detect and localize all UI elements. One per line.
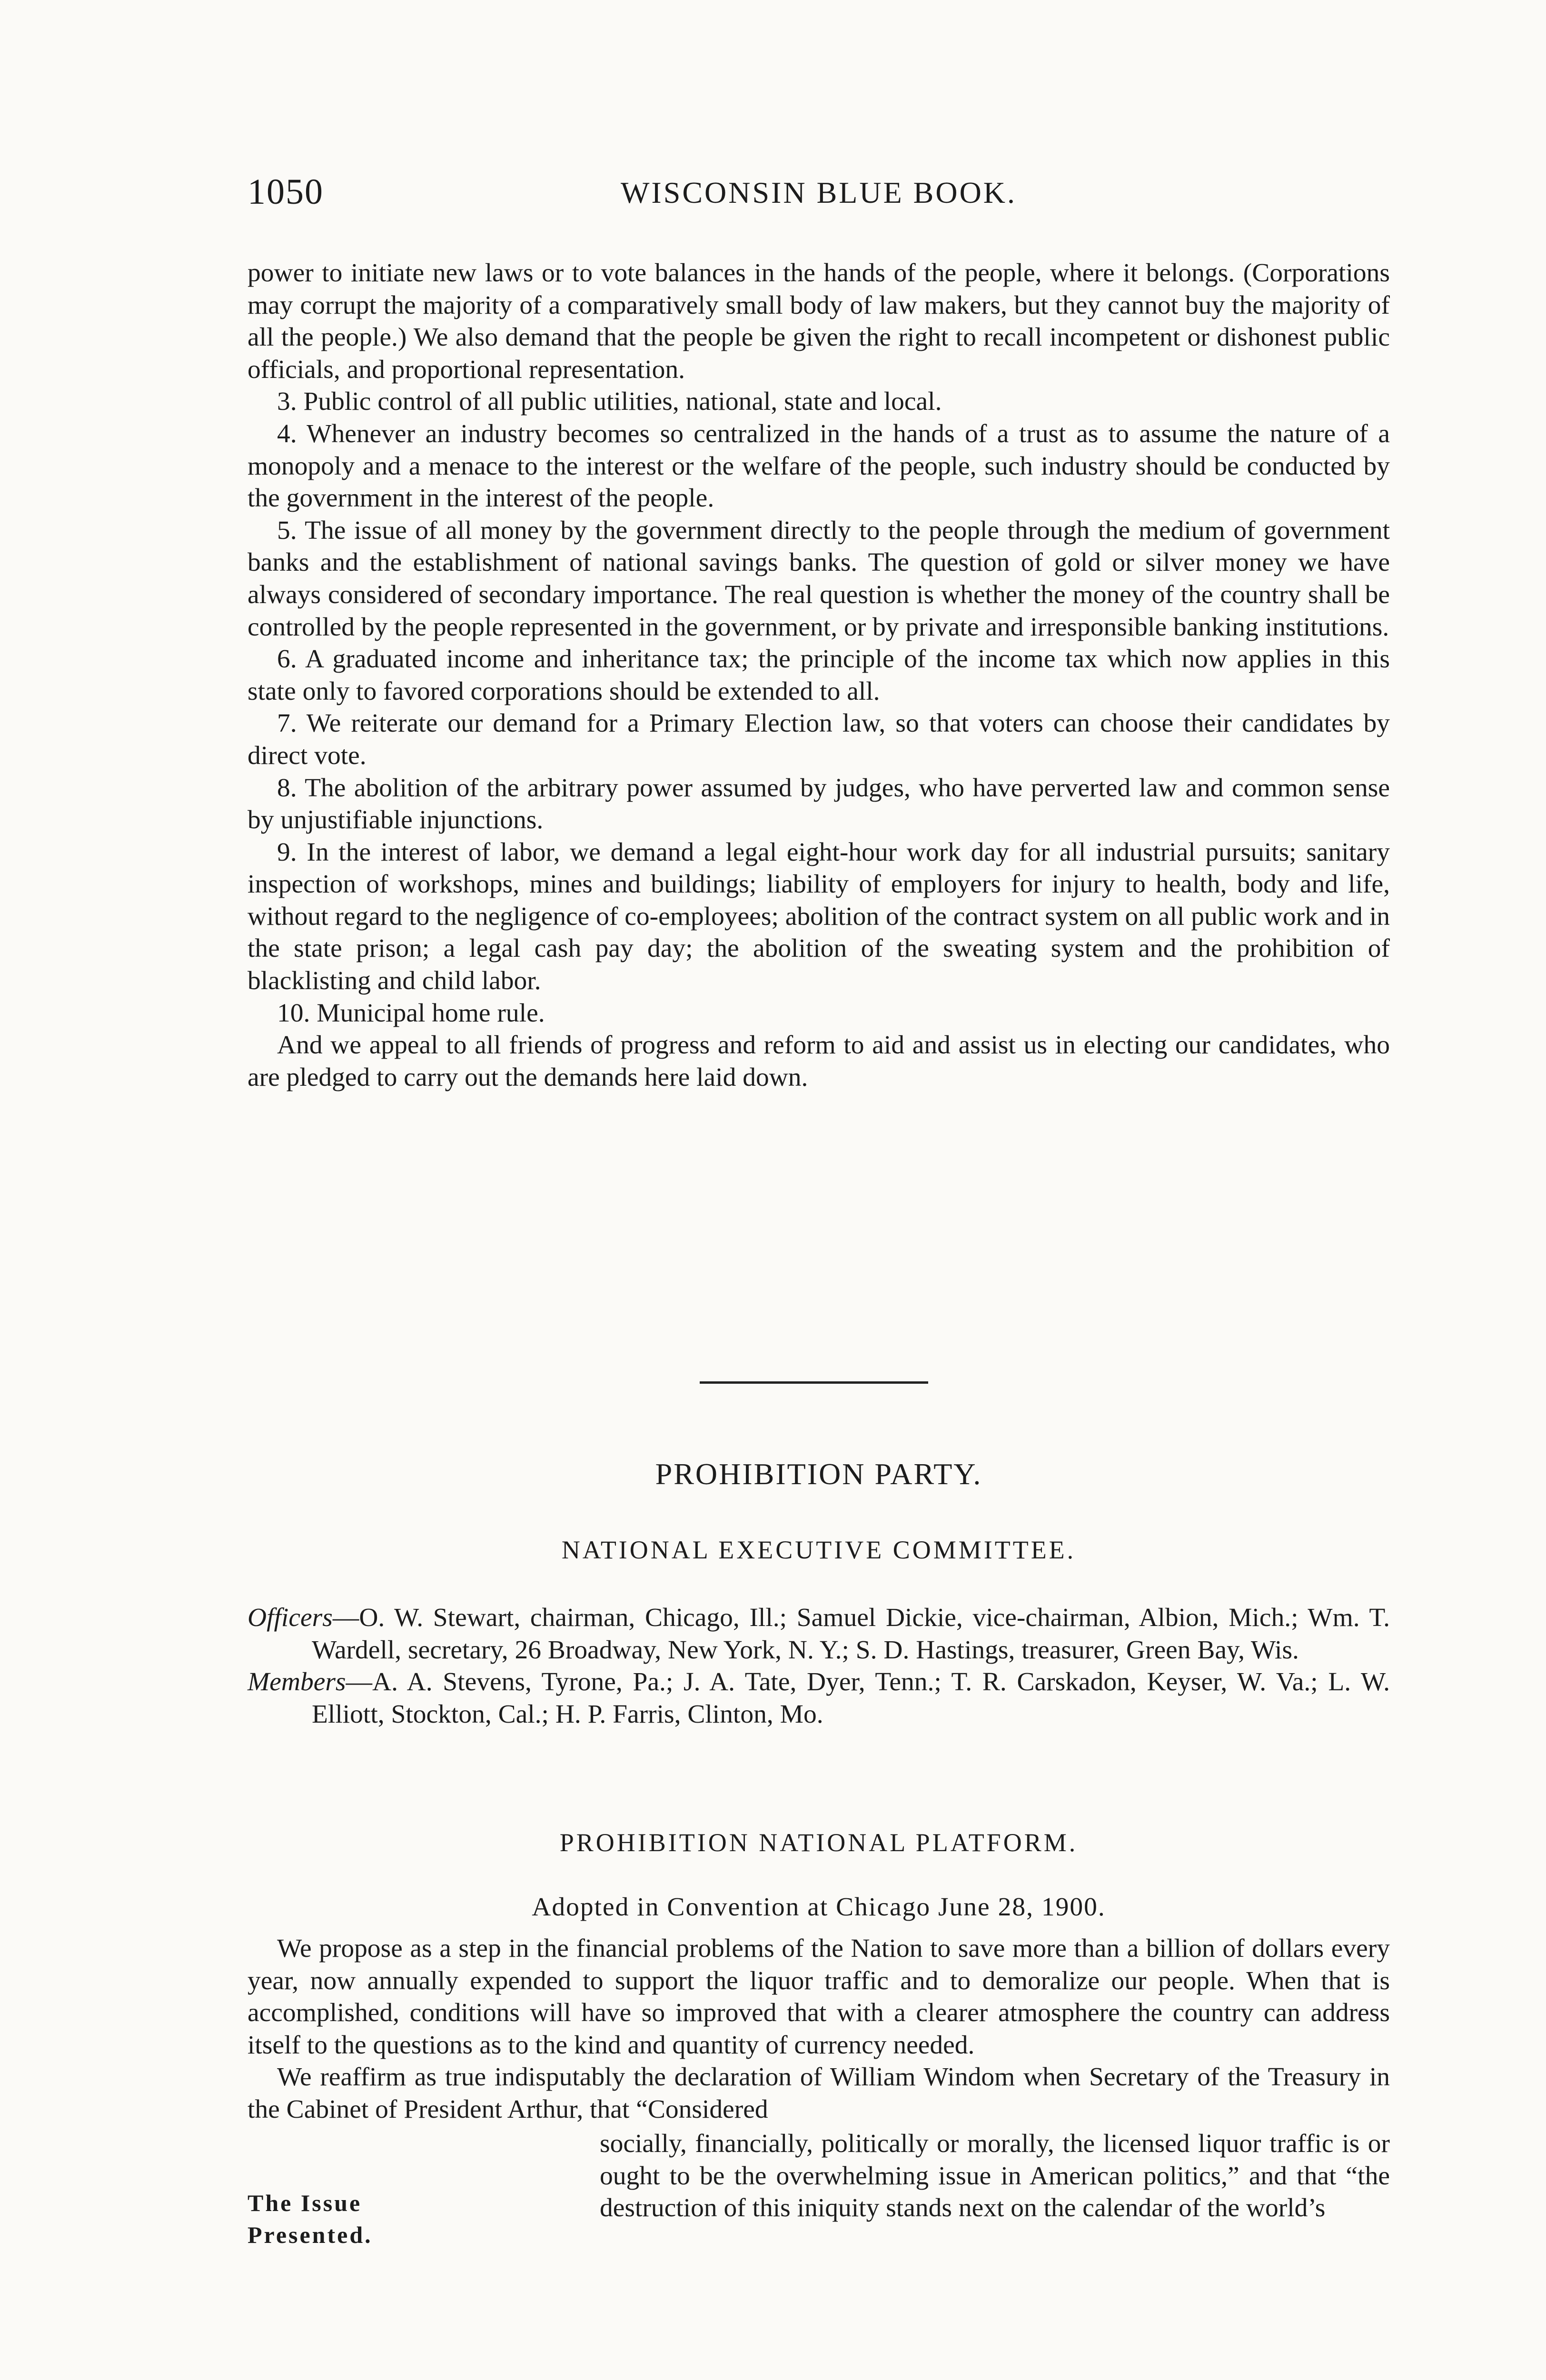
paragraph: And we appeal to all friends of progress and reform to aid and assist us in electing our candidates, who are pledged to carry out the demands here laid down. <box>248 1031 1390 1092</box>
paragraph: power to initiate new laws or to vote balances in the hands of the people, where it belongs. (Corporations may corrupt the majority of a comparatively small body of law makers, but they cannot buy the majority of all the people.) We also demand that the people be given the right to recall incompetent or dishonest public officials, and proportional representation. <box>248 258 1390 384</box>
paragraph: 5. The issue of all money by the government directly to the people through the medium of government banks and the establishment of national savings banks. The question of gold or silver money we have always considered of secondary importance. The real question is whether the money of the country shall be controlled by the people represented in the government, or by private and irresponsible banking institutions. <box>248 516 1390 642</box>
members-label: Members <box>248 1667 346 1697</box>
committee-list <box>248 1602 1390 1730</box>
paragraph: 7. We reiterate our demand for a Primary Election law, so that voters can choose their candidates by direct vote. <box>248 709 1390 770</box>
running-head: WISCONSIN BLUE BOOK. <box>621 176 1017 209</box>
prohibition-platform <box>248 1933 1390 2126</box>
page-header <box>248 171 1390 224</box>
paragraph: 4. Whenever an industry becomes so centralized in the hands of a trust as to assume the nature of a monopoly and a menace to the interest or the welfare of the people, such industry should be conducted by the government in the interest of the people. <box>248 419 1390 513</box>
paragraph: We reaffirm as true indisputably the declaration of William Windom when Secretary of the Treasury in the Cabinet of President Arthur, that “Considered <box>248 2063 1390 2124</box>
page-number: 1050 <box>248 172 324 212</box>
platform-continuation <box>600 2128 1390 2224</box>
paragraph: 3. Public control of all public utilities, national, state and local. <box>277 387 942 416</box>
paragraph: socially, financially, politically or morally, the licensed liquor traffic is or ought to be the overwhelming issue in American politics,” and that “the destruction of this iniquity stands next on the calendar of the world’s <box>600 2129 1390 2223</box>
officers-label: Officers <box>248 1603 333 1632</box>
margin-note <box>248 2187 514 2251</box>
paragraph: We propose as a step in the financial problems of the Nation to save more than a billion of dollars every year, now annually expended to support the liquor traffic and to demoralize our people. When that is accomplished, conditions will have so improved that with a clearer atmosphere the country can address itself to the questions as to the kind and quantity of currency needed. <box>248 1934 1390 2060</box>
paragraph: 6. A graduated income and inheritance tax; the principle of the income tax which now applies in this state only to favored corporations should be extended to all. <box>248 645 1390 706</box>
paragraph: 9. In the interest of labor, we demand a legal eight-hour work day for all industrial pursuits; sanitary inspection of workshops, mines and buildings; liability of employers for injury to health, body and life, without regard to the negligence of co-employees; abolition of the contract system on all public work and in the state prison; a legal cash pay day; the abolition of the sweating system and the prohibition of blacklisting and child labor. <box>248 837 1390 996</box>
members-entry <box>248 1666 1390 1730</box>
section-divider <box>700 1381 928 1384</box>
members-text: —A. A. Stevens, Tyrone, Pa.; J. A. Tate, Dyer, Tenn.; T. R. Carskadon, Keyser, W. Va.; L. W. Elliott, Stockton, Cal.; H. P. Farris, Clinton, Mo. <box>312 1667 1390 1729</box>
officers-text: —O. W. Stewart, chairman, Chicago, Ill.; Samuel Dickie, vice-chairman, Albion, Mich.; Wm. T. Wardell, secretary, 26 Broadway, New York, N. Y.; S. D. Hastings, treasurer, Green Bay, Wis. <box>312 1603 1390 1665</box>
subsection-title: NATIONAL EXECUTIVE COMMITTEE. <box>561 1536 1076 1564</box>
platform-title: PROHIBITION NATIONAL PLATFORM. <box>559 1828 1078 1857</box>
section-title: PROHIBITION PARTY. <box>655 1457 982 1491</box>
paragraph: 8. The abolition of the arbitrary power assumed by judges, who have perverted law and common sense by unjustifiable injunctions. <box>248 773 1390 835</box>
paragraph: 10. Municipal home rule. <box>277 998 545 1028</box>
margin-note-line: Presented. <box>248 2221 373 2248</box>
officers-entry <box>248 1602 1390 1666</box>
margin-note-line: The Issue <box>248 2190 362 2216</box>
socialist-platform-continued <box>248 257 1390 1093</box>
adoption-note: Adopted in Convention at Chicago June 28, 1900. <box>532 1893 1106 1922</box>
